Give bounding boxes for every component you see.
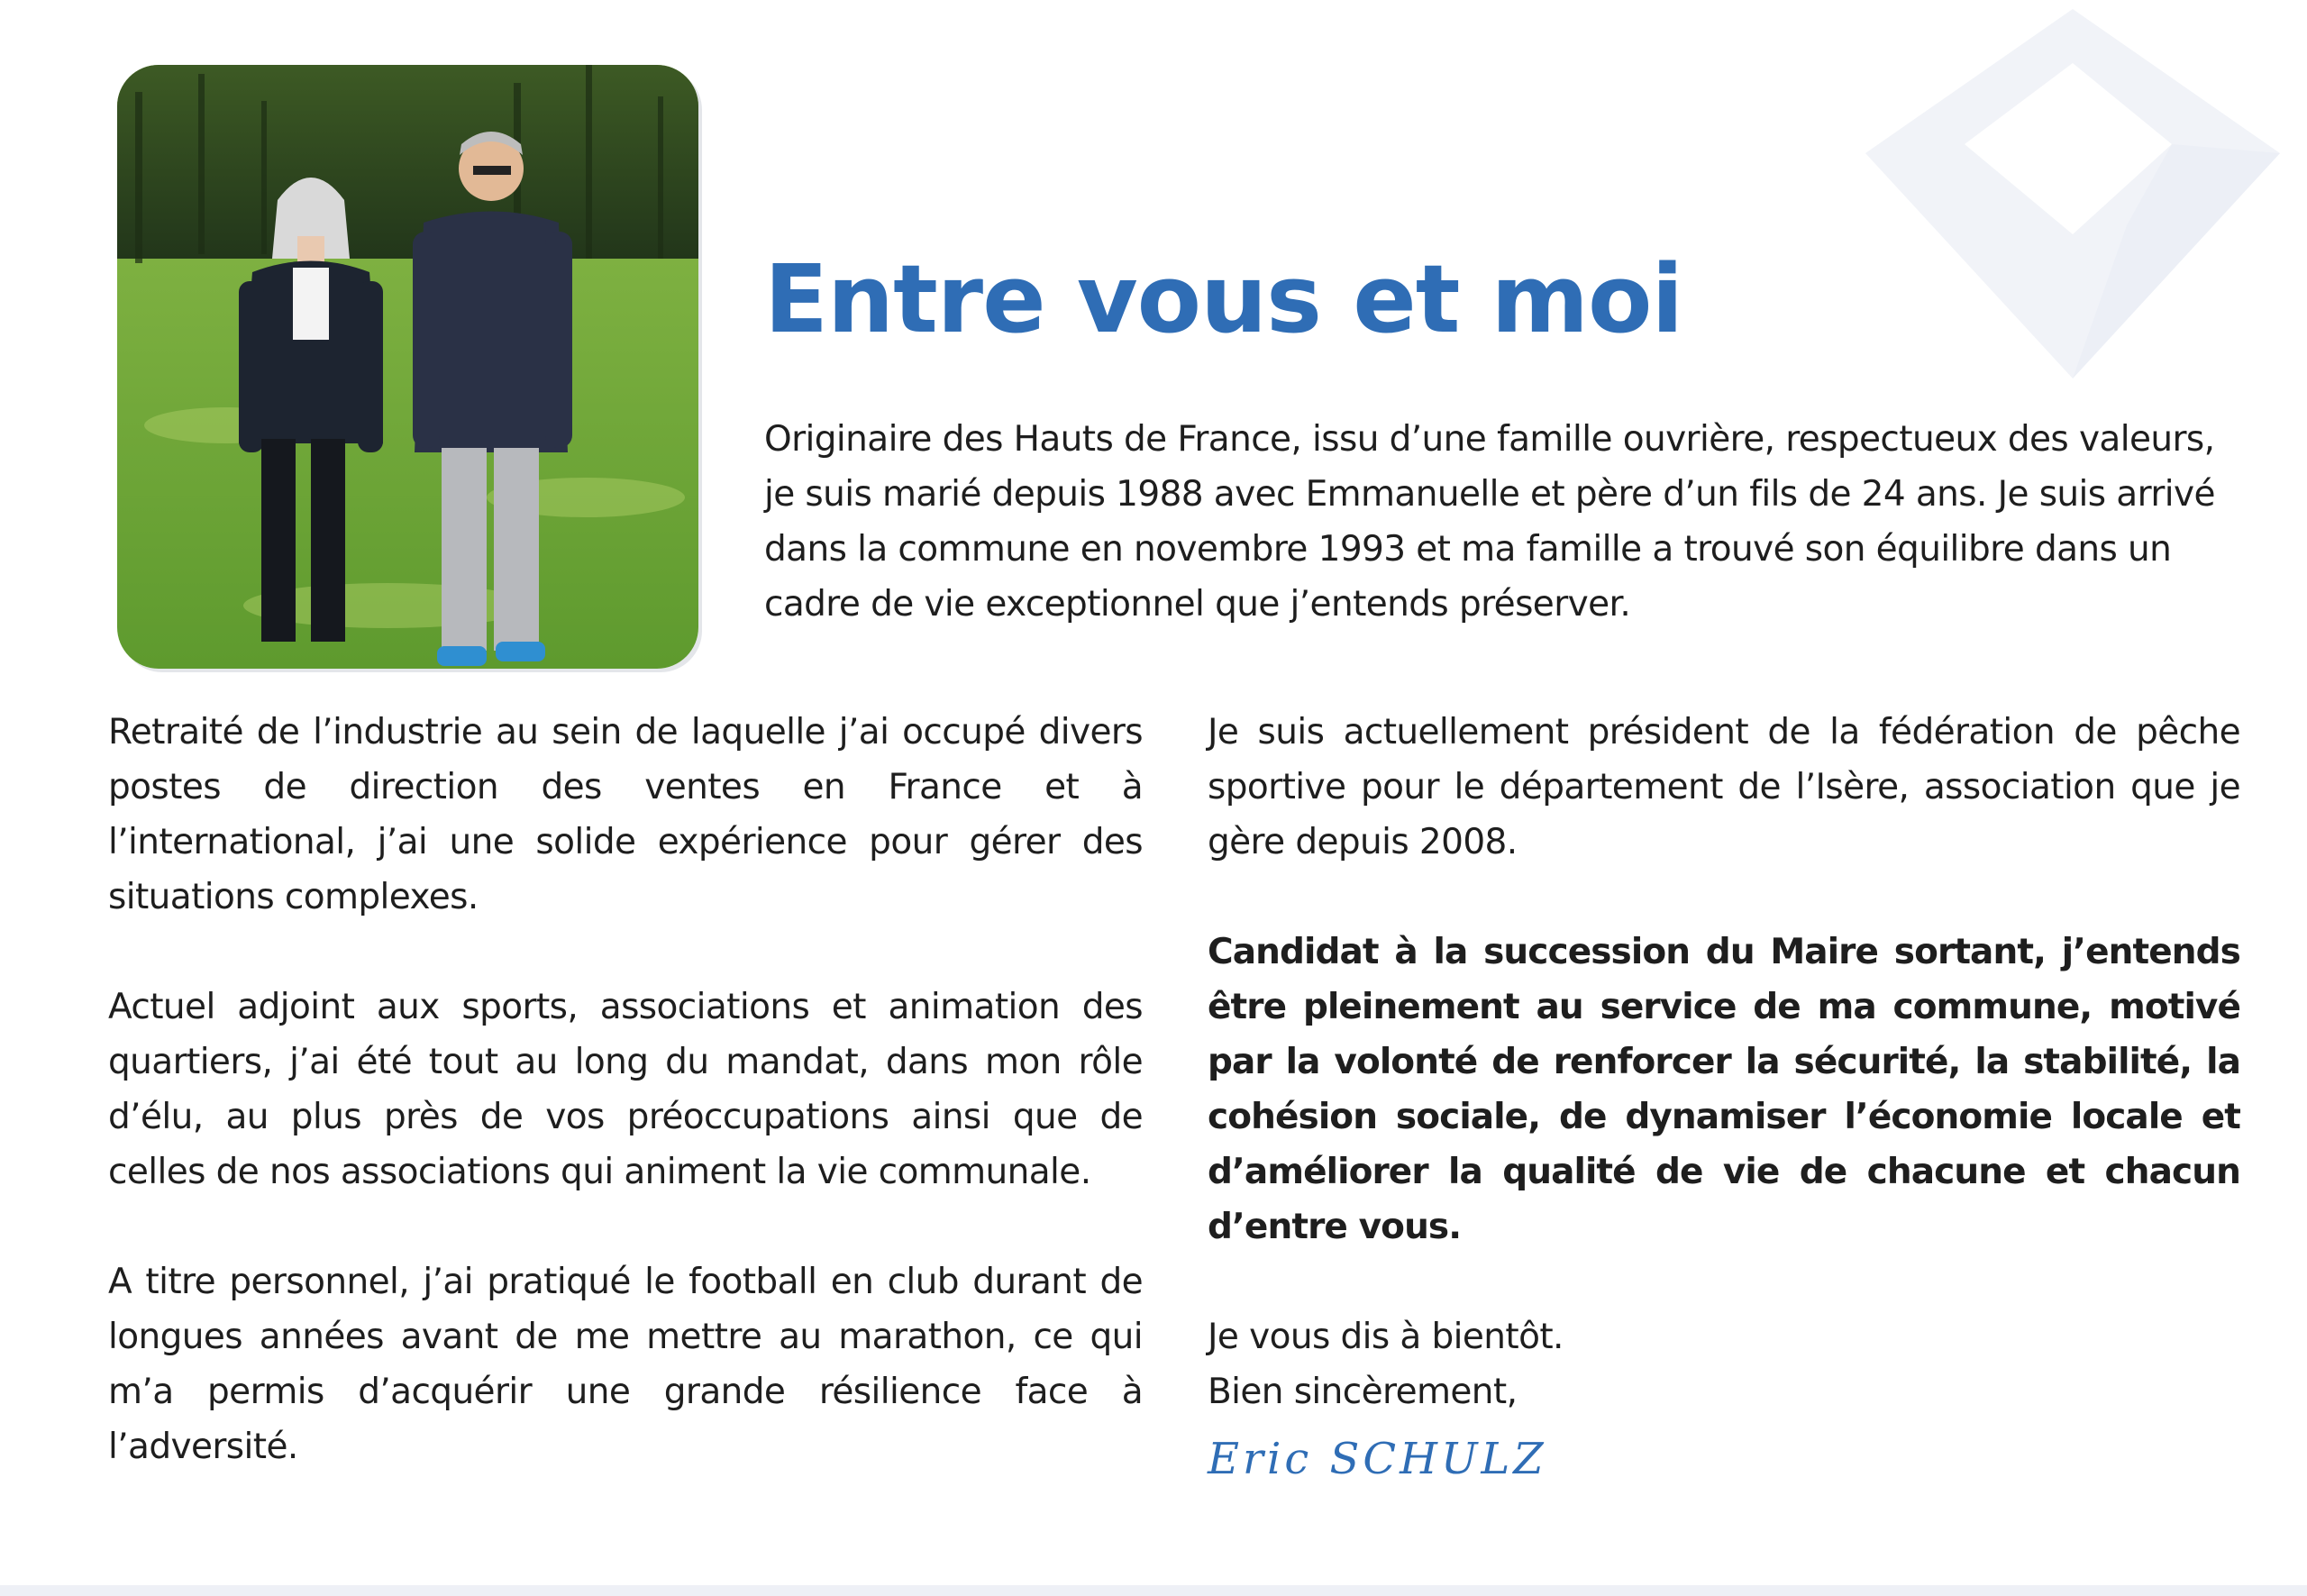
career-paragraph: Retraité de l’industrie au sein de laquelle j’ai occupé divers postes de direction des ventes en France et à l’international, j’ai une solide expérience pour gérer des situations complexes. (108, 712, 1143, 917)
closing-line-1: Je vous dis à bientôt. (1208, 1317, 1564, 1357)
federation-paragraph: Je suis actuellement président de la fédération de pêche sportive pour le département de l’Isère, association que je gère depuis 2008. (1208, 712, 2240, 862)
mandate-paragraph: Actuel adjoint aux sports, associations et animation des quartiers, j’ai été tout au long du mandat, dans mon rôle d’élu, au plus près de vos préoccupations ainsi que de celles de nos associations qui animent la vie communale. (108, 987, 1143, 1192)
signature: Eric SCHULZ (1208, 1434, 1547, 1484)
intro-paragraph: Originaire des Hauts de France, issu d’une famille ouvrière, respectueux des valeurs, je suis marié depuis 1988 avec Emmanuelle et père d’un fils de 24 ans. Je suis arrivé dans la commune en novembre 1993 et ma famille a trouvé son équilibre dans un cadre de vie exceptionnel que j’entends préserver. (764, 419, 2215, 625)
page-title: Entre vous et moi (764, 244, 1683, 354)
personal-paragraph: A titre personnel, j’ai pratiqué le football en club durant de longues années avant de me mettre au marathon, ce qui m’a permis d’acquérir une grande résilience face à l’adversité. (108, 1262, 1143, 1467)
candidacy-paragraph: Candidat à la succession du Maire sortant, j’entends être pleinement au service de ma commune, motivé par la volonté de renforcer la sécurité, la stabilité, la cohésion sociale, de dynamiser l’économie locale et d’améliorer la qualité de vie de chacune et chacun d’entre vous. (1208, 932, 2240, 1247)
bottom-divider (0, 1585, 2307, 1596)
left-column (108, 705, 1143, 1474)
portrait-photo (117, 65, 698, 669)
right-column (1208, 705, 2240, 1491)
logo-watermark (1829, 0, 2298, 397)
closing-line-2: Bien sincèrement, (1208, 1372, 1518, 1412)
